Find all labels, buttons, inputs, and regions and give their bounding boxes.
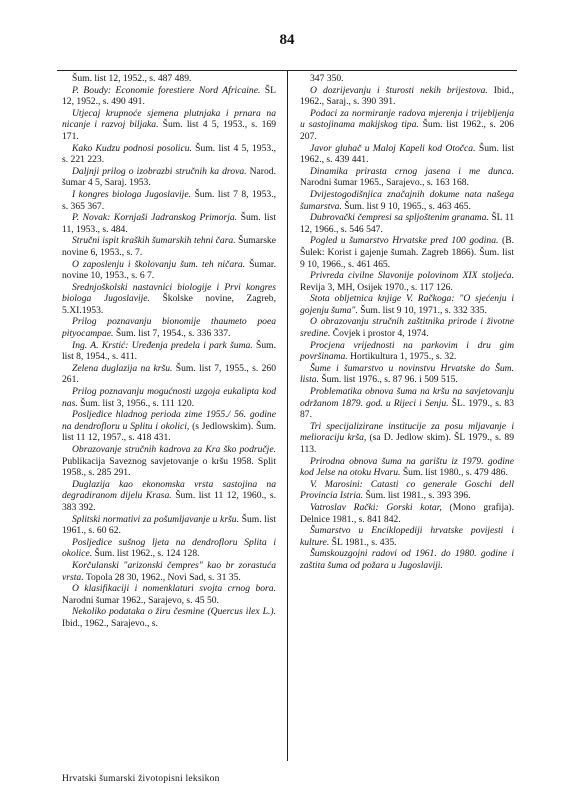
- entry-citation: Šum. list 3, 1956., s. 111 120.: [77, 397, 195, 409]
- left-column: [62, 73, 276, 630]
- entry-citation: Ibid., 1962., Saraj., s. 390 391.: [300, 84, 515, 108]
- entry-citation: (Mono grafija). Delnice 1981., s. 841 842.: [300, 501, 514, 525]
- right-column: [300, 73, 514, 572]
- entry-citation: Čovjek i prostor 4, 1974.: [330, 328, 429, 340]
- entry-citation: Šum. list 4 5, 1953., s. 169 171.: [62, 119, 276, 142]
- bibliography-entry: [300, 212, 514, 235]
- bibliography-entry: [62, 316, 276, 339]
- entry-title: Posljedice sušnog ljeta na dendrofloru Splita i okolice.: [62, 536, 276, 560]
- entry-title: Javor gluhač u Maloj Kapeli kod Otočca.: [310, 142, 476, 154]
- entry-citation: Šum. list 1976., s. 87 96. i 509 515.: [318, 374, 458, 386]
- bibliography-entry: [300, 270, 514, 293]
- bibliography-entry: [300, 143, 514, 166]
- entry-title: Srednjoškolski nastavnici biologije i Prvi kongres biologa Jugoslavije.: [62, 281, 276, 305]
- entry-citation: Šum. list 4 5, 1953., s. 221 223.: [62, 142, 276, 166]
- bibliography-entry: [62, 166, 276, 189]
- entry-title: I kongres biologa Jugoslavije.: [72, 188, 191, 200]
- bibliography-entry: [62, 514, 276, 537]
- entry-title: P. Novak: Kornjaši Jadranskog Primorja.: [72, 212, 238, 224]
- entry-title: Pogled u šumarstvo Hrvatske pred 100 godina.: [310, 235, 499, 247]
- entry-title: Podaci za normiranje radova mjerenja i trijebljenja u sastojinama makijskog tipa.: [300, 107, 514, 131]
- entry-citation: 347 350.: [310, 73, 344, 84]
- entry-title: Korčulanski "arizonski čempres" kao br zorastuća vrsta.: [62, 559, 276, 583]
- entry-citation: Šum. list 1962., s. 206 207.: [300, 119, 514, 142]
- entry-title: Duglazija kao ekonomska vrsta sastojina na degradiranom dijelu Krasa.: [62, 478, 276, 502]
- entry-title: Prilog poznavanju bionomije thaumeto poea pityocampae.: [62, 316, 276, 340]
- bibliography-entry: [62, 537, 276, 560]
- entry-citation: Narod. šumar 4 5, Saraj. 1953.: [62, 165, 276, 189]
- bibliography-entry: [300, 363, 514, 386]
- entry-title: Stručni ispit kraških šumarskih tehni čara.: [72, 235, 236, 247]
- bibliography-entry: [62, 363, 276, 386]
- entry-title: Privreda civilne Slavonije polovinom XIX stoljeća.: [310, 270, 514, 282]
- bibliography-entry: [300, 235, 514, 270]
- entry-title: Zelena duglazija na kršu.: [72, 362, 173, 374]
- bibliography-entry: [300, 166, 514, 189]
- entry-title: Šume i šumarstvo u novinstvu Hrvatske do Šum. lista.: [300, 362, 514, 386]
- entry-title: Procjena vrijednosti na parkovim i dru gim površinama.: [300, 339, 514, 363]
- bibliography-entry: [62, 108, 276, 143]
- bibliography-entry: [62, 189, 276, 212]
- entry-citation: Šum. list 7, 1954., s. 336 337.: [113, 328, 231, 340]
- bibliography-entry: [62, 386, 276, 409]
- entry-citation: Šum. list 1980., s. 479 486.: [400, 467, 508, 479]
- entry-title: Dubrovački čempresi sa spljoštenim granama.: [310, 212, 489, 224]
- entry-title: V. Marosini: Catasti co generale Goschi dell Provincia Istria.: [300, 478, 514, 502]
- bibliography-entry: [62, 340, 276, 363]
- bibliography-entry: [300, 73, 514, 85]
- entry-citation: Topola 28 30, 1962., Novi Sad, s. 31 35.: [83, 571, 241, 583]
- entry-title: Utjecaj krupnoće sjemena plutnjaka i prnara na nicanje i razvoj biljaka.: [62, 107, 276, 131]
- bibliography-entry: [300, 340, 514, 363]
- entry-citation: Publikacija Saveznog savjetovanje o kršu 1958. Split 1958., s. 285 291.: [62, 455, 276, 479]
- entry-citation: (B. Šulek: Korist i gajenje šumah. Zagreb 1866). Šum. list 9 10, 1966., s. 461 465.: [300, 235, 515, 270]
- entry-citation: Narodni šumar 1962., Sarajevo, s. 45 50.: [62, 594, 219, 606]
- bibliography-entry: [300, 525, 514, 548]
- entry-title: Šumarstvo u Enciklopediji hrvatske povijesti i kulture.: [300, 525, 514, 548]
- entry-citation: Ibid., 1962., Sarajevo., s.: [62, 617, 158, 629]
- entry-title: Splitski normativi za pošumljavanje u kršu.: [72, 513, 239, 525]
- entry-citation: Školske novine, Zagreb, 5.XI.1953.: [62, 293, 276, 316]
- page-number: 84: [279, 32, 295, 48]
- entry-title: Obrazovanje stručnih kadrova za Kra ško područje.: [72, 444, 276, 455]
- entry-citation: Šum. list 9 10, 1971., s. 332 335.: [357, 304, 487, 316]
- entry-citation: ŠL 12, 1952., s. 490 491.: [62, 84, 276, 108]
- bibliography-entry: [62, 212, 276, 235]
- entry-citation: Hortikultura 1, 1975., s. 32.: [347, 351, 457, 363]
- entry-citation: Šum. list 7 8, 1953., s. 365 367.: [62, 188, 276, 212]
- bibliography-entry: [300, 456, 514, 479]
- entry-citation: Šum. list 1962., s. 124 128.: [92, 548, 200, 560]
- entry-citation: ŠL 1981., s. 435.: [329, 536, 397, 548]
- entry-citation: ŠL. 1979., s. 83 87.: [300, 397, 514, 421]
- bibliography-entry: [62, 259, 276, 282]
- bibliography-entry: [62, 282, 276, 317]
- bibliography-entry: [62, 583, 276, 606]
- bibliography-entry: [62, 409, 276, 444]
- entry-title: Vatroslav Rački: Gorski kotar,: [310, 501, 442, 513]
- entry-title: Stota obljetnica knjige V. Račkoga: "O sjećenju i gojenju šuma".: [300, 293, 514, 316]
- entry-title: Daljnji prilog o izobrazbi stručnih ka drova.: [72, 165, 247, 177]
- bibliography-entry: [300, 386, 514, 421]
- entry-title: Dvijestogodišnjica značajnih dokume nata našega šumarstva.: [300, 188, 514, 212]
- entry-citation: Narodni šumar 1965., Sarajevo., s. 163 168.: [300, 177, 469, 189]
- bibliography-entry: [62, 143, 276, 166]
- entry-title: Nekoliko podataka o žiru česmine (Quercus ilex L.).: [72, 606, 276, 618]
- entry-title: Prirodna obnova šuma na garištu iz 1979. godine kod Jelse na otoku Hvaru.: [300, 455, 514, 479]
- bibliography-entry: [62, 479, 276, 514]
- bibliography-entry: [62, 235, 276, 258]
- entry-citation: Šumarske novine 6, 1953., s. 7.: [62, 235, 276, 258]
- bibliography-entry: [62, 606, 276, 629]
- entry-citation: Šumar. novine 10, 1953., s. 6 7.: [62, 258, 276, 282]
- entry-citation: Šum. list 1981., s. 393 396.: [363, 490, 471, 502]
- footer-title: Hrvatski šumarski životopisni leksikon: [62, 773, 220, 784]
- entry-citation: (s Jedlowskim). Šum. list 11 12, 1957., s. 418 431.: [62, 420, 276, 444]
- bibliography-entry: [62, 444, 276, 479]
- bibliography-entry: [300, 421, 514, 456]
- entry-citation: Šum. list 7, 1955., s. 260 261.: [62, 362, 276, 386]
- entry-citation: (sa D. Jedlow skim). ŠL 1979., s. 89 113.: [300, 432, 514, 455]
- entry-citation: Šum. list 9 10, 1965., s. 463 465.: [341, 200, 471, 212]
- column-divider: [287, 71, 288, 761]
- entry-citation: Revija 3, MH, Osijek 1970., s. 117 126.: [300, 281, 453, 293]
- bibliography-entry: [300, 316, 514, 339]
- entry-title: Prilog poznavanju mogućnosti uzgoja eukalipta kod nas.: [62, 386, 276, 409]
- bibliography-entry: [62, 73, 276, 85]
- bibliography-entry: [300, 85, 514, 108]
- entry-citation: Šum. list 12, 1952., s. 487 489.: [72, 73, 192, 84]
- entry-title: Posljedice hladnog perioda zime 1955./ 56. godine na dendrofloru u Splitu i okolici,: [62, 409, 276, 432]
- entry-title: Kako Kudzu podnosi posolicu.: [72, 142, 192, 154]
- entry-title: Šumskouzgojni radovi od 1961. do 1980. godine i zaštita šuma od požara u Jugoslaviji.: [300, 548, 514, 571]
- bibliography-entry: [62, 560, 276, 583]
- bibliography-entry: [300, 108, 514, 143]
- entry-citation: Šum. list 11 12, 1960., s. 383 392.: [62, 490, 276, 513]
- entry-citation: Šum. list 8, 1954., s. 411.: [62, 339, 276, 363]
- bibliography-entry: [300, 189, 514, 212]
- bibliography-entry: [300, 479, 514, 502]
- entry-citation: Šum. list 11, 1953., s. 484.: [62, 212, 276, 235]
- entry-title: O klasifikaciji i nomenklaturi svojta crnog bora.: [72, 583, 276, 595]
- entry-title: P. Boudy: Economie forestiere Nord Africaine.: [72, 84, 261, 96]
- bibliography-entry: [300, 548, 514, 571]
- bibliography-entry: [300, 293, 514, 316]
- bibliography-entry: [300, 502, 514, 525]
- entry-title: Ing. A. Krstić: Uređenja predela i park šuma.: [72, 339, 253, 351]
- entry-citation: Šum. list 1961., s. 60 62.: [62, 513, 276, 537]
- entry-title: O dozrijevanju i šturosti nekih brijestova.: [310, 84, 488, 96]
- entry-title: Problematika obnova šuma na kršu na savjetovanju održanom 1879. god. u Rijeci i Senju.: [300, 386, 514, 409]
- entry-title: O zaposlenju i školovanju šum. teh ničara.: [72, 258, 246, 270]
- entry-title: O obrazovanju stručnih zaštitnika prirode i životne sredine.: [300, 316, 514, 340]
- entry-title: Dinamika prirasta crnog jasena i me dunca.: [310, 165, 514, 177]
- entry-citation: Šum. list 1962., s. 439 441.: [300, 142, 514, 166]
- bibliography-entry: [62, 85, 276, 108]
- entry-title: Tri specijalizirane institucije za posu mljavanje i melioraciju krša,: [300, 420, 514, 444]
- entry-citation: ŠL 11 12, 1966., s. 546 547.: [300, 212, 514, 235]
